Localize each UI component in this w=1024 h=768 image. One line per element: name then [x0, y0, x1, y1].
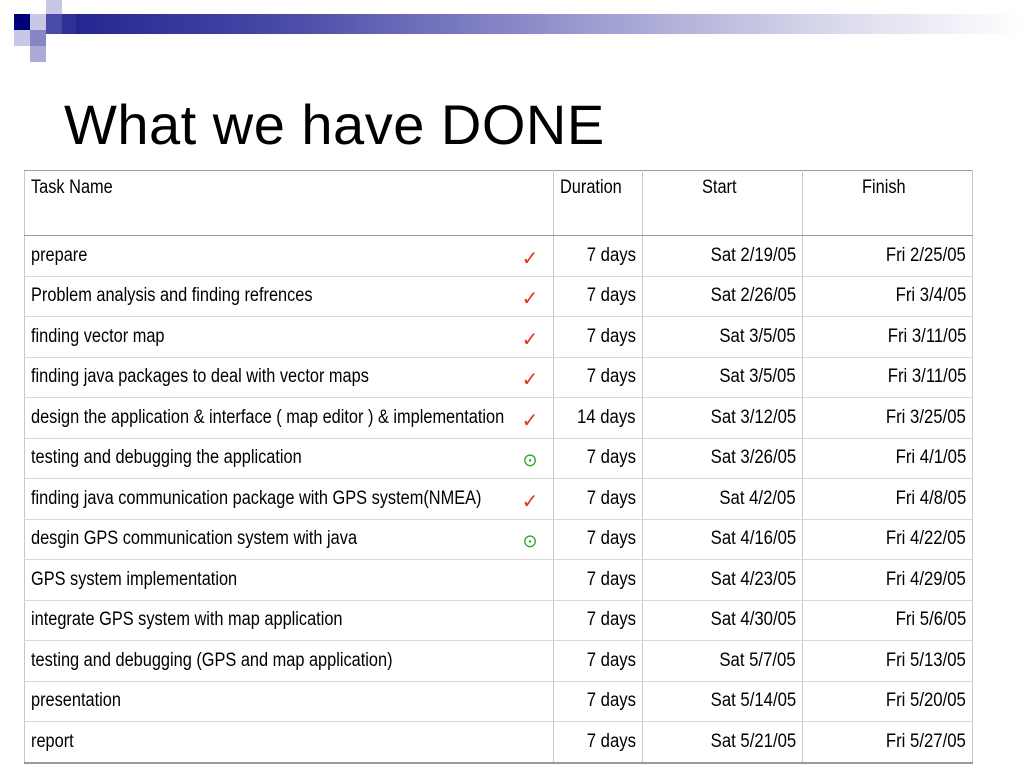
duration-cell	[554, 560, 643, 601]
finish-value: Fri 5/27/05	[886, 730, 966, 752]
duration-cell	[554, 236, 643, 277]
finish-cell	[803, 357, 973, 398]
table-row	[25, 722, 973, 763]
start-value: Sat 4/2/05	[719, 487, 796, 509]
start-cell	[643, 519, 803, 560]
start-cell	[643, 357, 803, 398]
table-header-row	[25, 171, 973, 236]
start-cell	[643, 600, 803, 641]
finish-value: Fri 3/11/05	[887, 325, 966, 347]
start-value: Sat 5/7/05	[719, 649, 796, 671]
task-name: Problem analysis and finding refrences	[31, 285, 313, 307]
finish-cell	[803, 438, 973, 479]
start-cell	[643, 722, 803, 763]
finish-value: Fri 5/20/05	[886, 690, 966, 712]
task-name: presentation	[31, 690, 121, 712]
start-value: Sat 3/5/05	[719, 366, 796, 388]
in-progress-icon: ⊙	[522, 530, 538, 552]
task-name: prepare	[31, 244, 88, 266]
task-name: design the application & interface ( map editor ) & implementation	[31, 406, 505, 428]
table-row	[25, 276, 973, 317]
start-value: Sat 3/12/05	[710, 406, 796, 428]
finish-value: Fri 4/8/05	[895, 487, 966, 509]
finish-cell	[803, 317, 973, 358]
start-cell	[643, 560, 803, 601]
table-row	[25, 479, 973, 520]
task-name: testing and debugging the application	[31, 447, 302, 469]
start-cell	[643, 641, 803, 682]
finish-value: Fri 4/1/05	[895, 447, 966, 469]
task-name-cell	[25, 398, 554, 439]
duration-value: 7 days	[586, 568, 636, 590]
duration-value: 7 days	[586, 325, 636, 347]
task-name-cell	[25, 641, 554, 682]
task-name-cell	[25, 722, 554, 763]
decor-square	[30, 46, 46, 62]
duration-cell	[554, 722, 643, 763]
finish-value: Fri 3/25/05	[886, 406, 966, 428]
finish-cell	[803, 479, 973, 520]
duration-value: 7 days	[586, 487, 636, 509]
start-cell	[643, 479, 803, 520]
start-value: Sat 3/26/05	[710, 447, 796, 469]
start-cell	[643, 438, 803, 479]
duration-cell	[554, 600, 643, 641]
header-start: Start	[643, 171, 803, 236]
task-name-cell	[25, 357, 554, 398]
table-row	[25, 519, 973, 560]
task-name-cell	[25, 438, 554, 479]
table-row	[25, 236, 973, 277]
start-cell	[643, 317, 803, 358]
duration-cell	[554, 681, 643, 722]
task-name: report	[31, 730, 74, 752]
finish-cell	[803, 641, 973, 682]
duration-cell	[554, 398, 643, 439]
finish-cell	[803, 560, 973, 601]
table-row	[25, 560, 973, 601]
duration-value: 14 days	[577, 406, 636, 428]
task-name: integrate GPS system with map application	[31, 609, 343, 631]
task-name-cell	[25, 519, 554, 560]
duration-cell	[554, 357, 643, 398]
start-value: Sat 4/16/05	[710, 528, 796, 550]
duration-value: 7 days	[586, 244, 636, 266]
finish-value: Fri 3/11/05	[887, 366, 966, 388]
task-table	[24, 170, 973, 764]
start-value: Sat 2/19/05	[710, 244, 796, 266]
decor-square	[46, 0, 62, 14]
table-row	[25, 641, 973, 682]
start-cell	[643, 681, 803, 722]
duration-value: 7 days	[586, 649, 636, 671]
duration-cell	[554, 276, 643, 317]
finish-cell	[803, 600, 973, 641]
decor-square	[14, 14, 30, 30]
decor-square	[46, 14, 62, 34]
table-row	[25, 600, 973, 641]
check-icon: ✓	[521, 245, 539, 270]
table-row	[25, 357, 973, 398]
check-icon: ✓	[521, 286, 539, 311]
table-row	[25, 317, 973, 358]
finish-value: Fri 2/25/05	[886, 244, 966, 266]
header-task-name: Task Name	[25, 171, 554, 236]
task-name-cell	[25, 560, 554, 601]
duration-cell	[554, 479, 643, 520]
start-value: Sat 4/23/05	[710, 568, 796, 590]
task-name: GPS system implementation	[31, 568, 238, 590]
header-finish: Finish	[803, 171, 973, 236]
duration-value: 7 days	[586, 447, 636, 469]
task-name-cell	[25, 600, 554, 641]
decor-square	[30, 14, 46, 30]
duration-value: 7 days	[586, 366, 636, 388]
start-value: Sat 5/14/05	[710, 690, 796, 712]
table-row	[25, 438, 973, 479]
task-name: finding vector map	[31, 325, 165, 347]
duration-cell	[554, 438, 643, 479]
finish-cell	[803, 722, 973, 763]
duration-cell	[554, 317, 643, 358]
finish-cell	[803, 276, 973, 317]
duration-value: 7 days	[586, 285, 636, 307]
task-name: testing and debugging (GPS and map application)	[31, 649, 393, 671]
start-cell	[643, 276, 803, 317]
slide-title: What we have DONE	[64, 93, 605, 156]
start-value: Sat 3/5/05	[719, 325, 796, 347]
start-value: Sat 2/26/05	[710, 285, 796, 307]
in-progress-icon: ⊙	[522, 449, 538, 471]
task-name-cell	[25, 317, 554, 358]
finish-value: Fri 5/13/05	[886, 649, 966, 671]
finish-value: Fri 3/4/05	[895, 285, 966, 307]
start-cell	[643, 398, 803, 439]
header-duration: Duration	[554, 171, 643, 236]
finish-cell	[803, 519, 973, 560]
table-row	[25, 398, 973, 439]
task-name: finding java packages to deal with vector maps	[31, 366, 369, 388]
table-row	[25, 681, 973, 722]
task-name: finding java communication package with GPS system(NMEA)	[31, 487, 482, 509]
duration-value: 7 days	[586, 528, 636, 550]
task-name-cell	[25, 276, 554, 317]
task-name: desgin GPS communication system with java	[31, 528, 358, 550]
duration-cell	[554, 641, 643, 682]
start-value: Sat 5/21/05	[710, 730, 796, 752]
finish-value: Fri 4/29/05	[886, 568, 966, 590]
duration-value: 7 days	[586, 690, 636, 712]
finish-cell	[803, 236, 973, 277]
decor-square	[14, 30, 30, 46]
start-value: Sat 4/30/05	[710, 609, 796, 631]
start-cell	[643, 236, 803, 277]
task-name-cell	[25, 236, 554, 277]
finish-value: Fri 5/6/05	[895, 609, 966, 631]
task-name-cell	[25, 681, 554, 722]
check-icon: ✓	[521, 326, 539, 351]
check-icon: ✓	[521, 407, 539, 432]
task-name-cell	[25, 479, 554, 520]
check-icon: ✓	[521, 367, 539, 392]
decor-square	[30, 30, 46, 46]
duration-value: 7 days	[586, 609, 636, 631]
header-band	[40, 14, 1024, 34]
check-icon: ✓	[521, 488, 539, 513]
finish-value: Fri 4/22/05	[886, 528, 966, 550]
decor-square	[62, 14, 76, 34]
finish-cell	[803, 398, 973, 439]
finish-cell	[803, 681, 973, 722]
duration-value: 7 days	[586, 730, 636, 752]
duration-cell	[554, 519, 643, 560]
